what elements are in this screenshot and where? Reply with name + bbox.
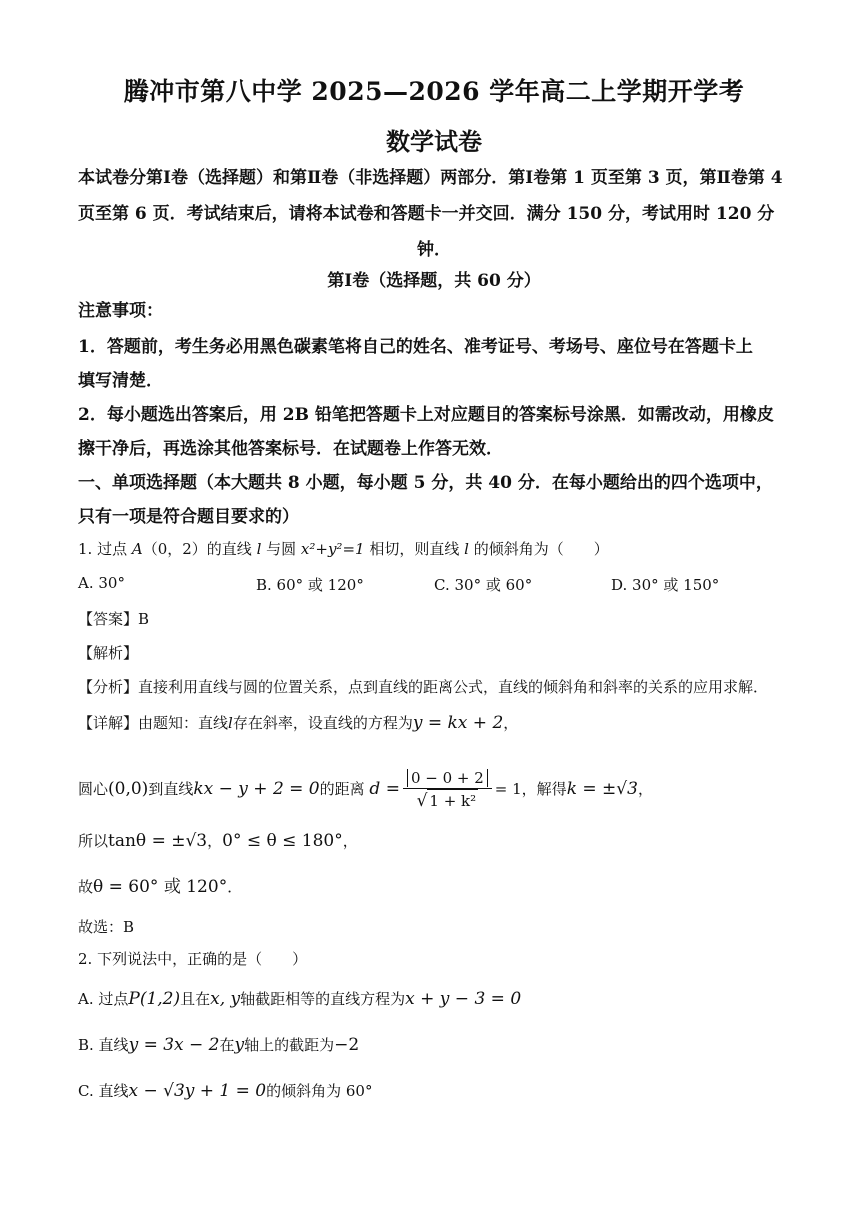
q1-line-label: l — [228, 714, 233, 732]
q1-answer: 【答案】B — [78, 610, 150, 628]
q1-choice: 故选：B — [78, 918, 135, 936]
q2-option-c — [78, 1080, 372, 1102]
q1-analysis-label: 【解析】 — [78, 644, 139, 662]
q1-stem-text: 相切，则直线 — [364, 540, 465, 558]
q1-distance-fraction — [403, 768, 492, 812]
q1-step-text: ， — [342, 832, 358, 850]
q1-option-d: D. 30° 或 150° — [611, 576, 720, 594]
q1-step-text: = 1，解得 — [494, 780, 567, 798]
sqrt-icon: √ — [416, 791, 428, 811]
q1-slope-result: k = ±√3 — [566, 779, 638, 799]
q1-step-text: ． — [227, 878, 243, 896]
q1-stem-text: 与圆 — [261, 540, 301, 558]
q1-line-label: l — [256, 540, 262, 558]
q1-angle-range: 0° ≤ θ ≤ 180° — [222, 831, 343, 851]
q2-line-equation: y = 3x − 2 — [128, 1035, 220, 1055]
q1-option-a: A. 30° — [78, 574, 125, 592]
q2-option-text: 在 — [219, 1036, 235, 1054]
fraction-denominator — [403, 789, 492, 812]
notes-item-1-line-1: 1．答题前，考生务必用黑色碳素笔将自己的姓名、准考证号、考场号、座位号在答题卡上 — [78, 337, 753, 357]
q2-option-text: B. 直线 — [78, 1036, 129, 1054]
q2-option-a — [78, 988, 521, 1010]
q2-point: P(1,2) — [128, 989, 181, 1009]
q1-option-b: B. 60° 或 120° — [256, 576, 364, 594]
q2-option-text: 轴截距相等的直线方程为 — [240, 990, 406, 1008]
q2-axis: y — [234, 1035, 245, 1055]
q2-option-text: 的倾斜角为 60° — [266, 1082, 373, 1100]
q2-option-b — [78, 1034, 359, 1056]
q2-option-text: A. 过点 — [78, 990, 129, 1008]
q1-step-text: 的距离 — [319, 780, 365, 798]
q1-step-text: 到直线 — [148, 780, 194, 798]
intro-line-3: 钟． — [417, 240, 451, 260]
q1-stem — [78, 538, 609, 560]
q1-step-text: 所以 — [78, 832, 109, 850]
section-1-heading — [78, 466, 790, 534]
fraction-numerator — [403, 768, 492, 789]
q1-step-text: ， — [637, 780, 653, 798]
exam-title: 腾冲市第八中学 2025—2026 学年高二上学期开学考 — [123, 77, 745, 106]
q1-detail — [78, 712, 518, 734]
section-1-line-1: 一、单项选择题（本大题共 8 小题，每小题 5 分，共 40 分．在每小题给出的四个选项中， — [78, 473, 773, 493]
q2-stem: 2. 下列说法中，正确的是（ ） — [78, 950, 308, 968]
q1-step-text: 故 — [78, 878, 94, 896]
notes-item-1-line-2: 填写清楚． — [78, 371, 163, 391]
q2-option-text: 且在 — [180, 990, 211, 1008]
q1-stem-text: （0，2）的直线 — [142, 540, 257, 558]
q1-line-equation: y = kx + 2 — [412, 713, 504, 733]
q1-stem-text: 的倾斜角为（ ） — [468, 540, 609, 558]
q1-detail-text: 【详解】由题知：直线 — [78, 714, 229, 732]
q1-analysis: 【分析】直接利用直线与圆的位置关系，点到直线的距离公式，直线的倾斜角和斜率的关系的应用求解． — [78, 678, 769, 696]
q1-center-point: (0,0) — [108, 779, 149, 799]
notes-item-1 — [78, 330, 790, 398]
intro-line-2: 页至第 6 页．考试结束后，请将本试卷和答题卡一并交回．满分 150 分，考试用时 120 分 — [78, 204, 775, 224]
q1-tan-equation: tanθ = ±√3 — [108, 831, 208, 851]
exam-intro — [78, 160, 790, 268]
q1-conclusion — [78, 876, 242, 898]
q1-detail-text: ， — [503, 714, 519, 732]
intro-line-1: 本试卷分第Ⅰ卷（选择题）和第Ⅱ卷（非选择题）两部分．第Ⅰ卷第 1 页至第 3 页，第Ⅱ卷第 4 — [78, 168, 783, 188]
q2-line-equation: x + y − 3 = 0 — [405, 989, 522, 1009]
q1-tangent-line: kx − y + 2 = 0 — [193, 779, 320, 799]
notes-item-2-line-2: 擦干净后，再选涂其他答案标号．在试题卷上作答无效． — [78, 439, 503, 459]
q1-circle-equation: x²+y²=1 — [300, 540, 365, 558]
q1-option-c: C. 30° 或 60° — [434, 576, 533, 594]
part1-heading: 第Ⅰ卷（选择题，共 60 分） — [327, 271, 541, 291]
denominator-radicand: 1 + k² — [427, 789, 478, 812]
q2-line-equation: x − √3y + 1 = 0 — [128, 1081, 267, 1101]
q1-step-text: ， — [207, 832, 223, 850]
q1-distance-step — [78, 764, 653, 814]
notes-item-2 — [78, 398, 790, 466]
exam-subtitle: 数学试卷 — [386, 127, 482, 156]
q2-axes: x, y — [210, 989, 241, 1009]
q1-detail-text: 存在斜率，设直线的方程为 — [232, 714, 413, 732]
section-1-line-2: 只有一项是符合题目要求的） — [78, 507, 299, 527]
q1-line-label: l — [464, 540, 469, 558]
notes-item-2-line-1: 2．每小题选出答案后，用 2B 铅笔把答题卡上对应题目的答案标号涂黑．如需改动，用橡皮 — [78, 405, 774, 425]
q1-step-text: 圆心 — [78, 780, 109, 798]
q1-angle-result: θ = 60° 或 120° — [93, 877, 228, 897]
q2-option-text: 轴上的截距为 — [244, 1036, 335, 1054]
q2-intercept-value: −2 — [334, 1035, 360, 1055]
q2-option-text: C. 直线 — [78, 1082, 129, 1100]
notes-heading: 注意事项： — [78, 301, 163, 321]
numerator-abs: 0 − 0 + 2 — [407, 769, 488, 787]
q1-point-label: A — [131, 540, 143, 558]
q1-tan-step — [78, 830, 358, 852]
q1-stem-text: 1. 过点 — [78, 540, 132, 558]
q1-distance-symbol: d = — [369, 779, 400, 799]
